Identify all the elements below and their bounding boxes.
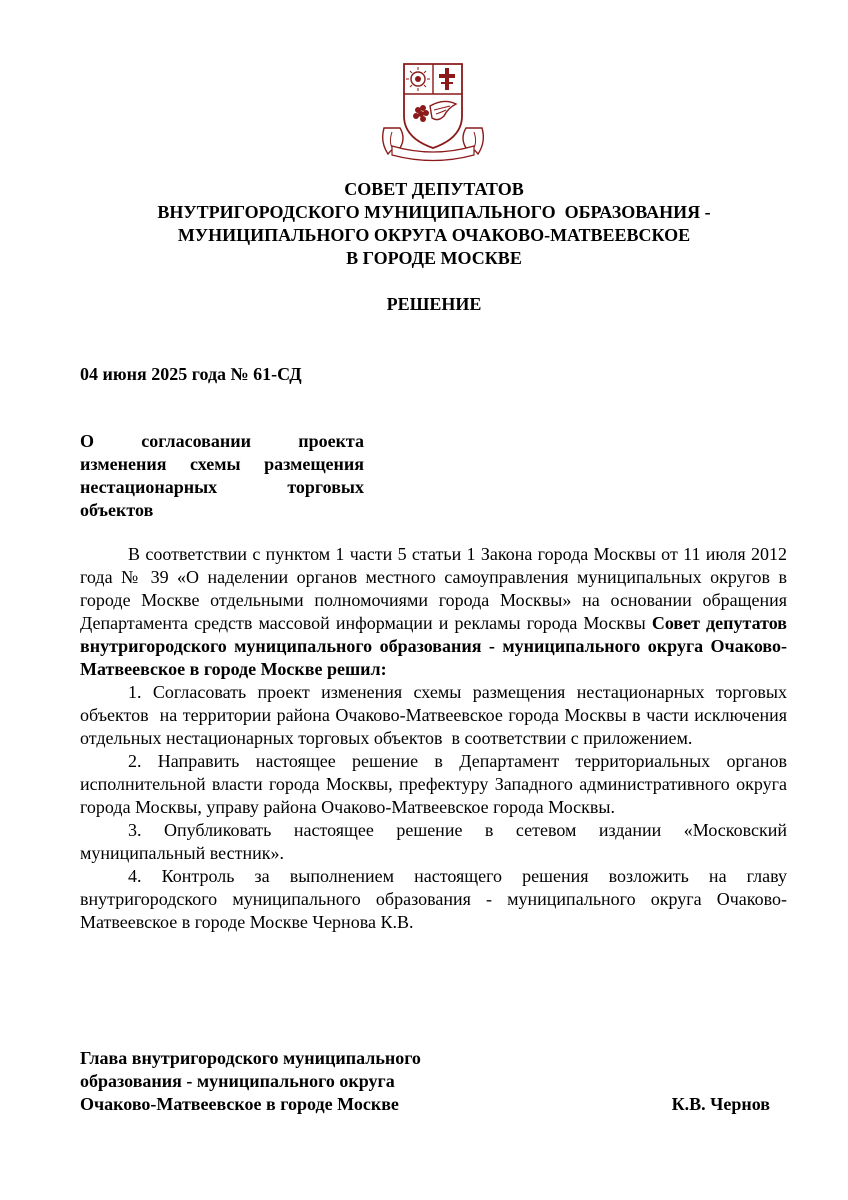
header-line-4: В ГОРОДЕ МОСКВЕ xyxy=(346,248,522,268)
preamble-text: В соответствии с пунктом 1 части 5 статьи 1 Закона города Москвы от 11 июля 2012 года № 39 «О наделении органов местного самоуправления муниципальных округов в городе Москве отдельными полномочиями города Москвы» на основании обращения Департамента средств массовой информации и рекламы города Москвы xyxy=(80,544,787,633)
date-number: 04 июня 2025 года № 61-СД xyxy=(80,364,302,384)
signature-block xyxy=(80,1047,770,1116)
decision-body xyxy=(80,543,792,934)
item-3: 3. Опубликовать настоящее решение в сетевом издании «Московский муниципальный вестник». xyxy=(80,820,787,863)
subject-line-3: нестационарных торговых xyxy=(80,477,364,497)
signature-line-1: Глава внутригородского муниципального xyxy=(80,1048,421,1068)
issuer-header xyxy=(60,178,808,270)
signatory-name: К.В. Чернов xyxy=(671,1094,770,1114)
item-2: 2. Направить настоящее решение в Департамент территориальных органов исполнительной власти города Москвы, префектуру Западного административного округа города Москвы, управу района Очаково-Матвеевское города Москвы. xyxy=(80,751,787,817)
preamble-paragraph xyxy=(80,543,787,681)
decision-subject xyxy=(80,430,364,522)
preamble-bold: Совет депутатов внутригородского муниципального образования - муниципального округа Очаково-Матвеевское в городе Москве решил: xyxy=(80,613,787,679)
item-1: 1. Согласовать проект изменения схемы размещения нестационарных торговых объектов на территории района Очаково-Матвеевское города Москвы в части исключения отдельных нестационарных торговых объектов в соответствии с приложением. xyxy=(80,682,792,748)
signature-line-3: Очаково-Матвеевское в городе Москве xyxy=(80,1094,399,1114)
subject-line-2: изменения схемы размещения xyxy=(80,454,364,474)
header-line-3: МУНИЦИПАЛЬНОГО ОКРУГА ОЧАКОВО-МАТВЕЕВСКОЕ xyxy=(177,225,691,245)
subject-line-1: О согласовании проекта xyxy=(80,431,364,451)
header-line-2: ВНУТРИГОРОДСКОГО МУНИЦИПАЛЬНОГО ОБРАЗОВАНИЯ - xyxy=(157,202,711,222)
document-type-title: РЕШЕНИЕ xyxy=(386,294,482,314)
header-line-1: СОВЕТ ДЕПУТАТОВ xyxy=(344,179,524,199)
coat-of-arms-icon xyxy=(378,58,488,162)
item-4: 4. Контроль за выполнением настоящего решения возложить на главу внутригородского муниципального образования - муниципального округа Очаково-Матвеевское в городе Москве Чернова К.В. xyxy=(80,866,787,932)
signature-line-2: образования - муниципального округа xyxy=(80,1071,395,1091)
subject-line-4: объектов xyxy=(80,500,154,520)
